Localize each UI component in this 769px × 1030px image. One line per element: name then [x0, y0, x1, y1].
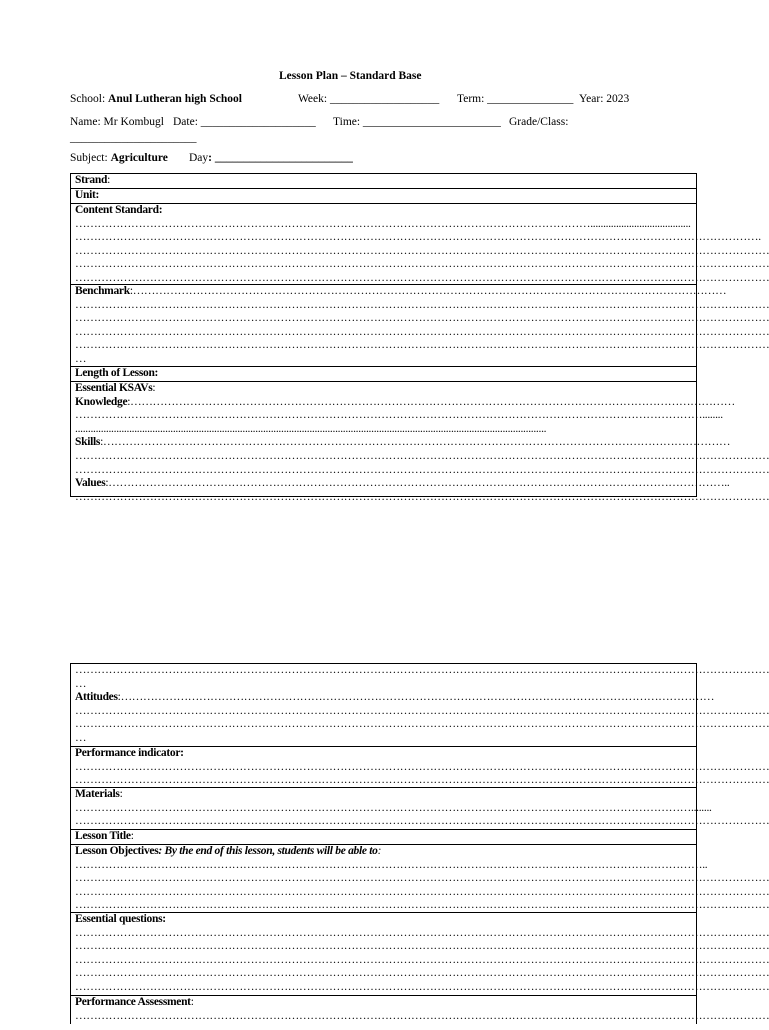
benchmark-dots: :…………………………………………………………………………………………………………………………………………… [129, 285, 727, 297]
essential-ksavs-row[interactable] [71, 382, 769, 503]
week-field[interactable]: Week: ___________________ [298, 93, 440, 105]
attitudes-row[interactable] [71, 664, 769, 747]
dotted-line: …………………………………………………………………………………………………………………………………………………………………… [75, 463, 769, 476]
dotted-line: …………………………………………………………………………………………………………………………………………………………………… [75, 872, 769, 885]
dotted-line: …………………………………………………………………………………………………………………………………………………………………… [75, 244, 769, 257]
subject-field [70, 151, 168, 165]
strand-colon: : [107, 174, 110, 186]
grade-class-field[interactable]: Grade/Class: [509, 116, 569, 128]
subject-label: Subject: [70, 152, 111, 164]
dotted-line: …………………………………………………………………………………………………………………………………………………………………… [75, 449, 769, 462]
lesson-objectives-text: : By the end of this lesson, students will be able to [158, 845, 378, 857]
performance-assessment-colon: : [190, 996, 194, 1008]
dotted-line: …………………………………………………………………………………………………………………………………………………………………… [75, 980, 769, 993]
dotted-line: …………………………………………………………………………………………………………………………………………………………………… [75, 490, 769, 503]
performance-assessment-label: Performance Assessment [75, 996, 191, 1008]
skills-dots: :…………………………………………………………………………………………………………………………………………………… [100, 436, 731, 449]
materials-label: Materials [75, 788, 120, 800]
school-label: School: [70, 93, 109, 105]
strand-row[interactable] [71, 174, 696, 189]
materials-row[interactable] [71, 788, 769, 830]
dotted-line: …………………………………………………………………………………………………………………………………………………………………… [75, 718, 769, 731]
dotted-line: …………………………………………………………………………………………………………………………………………………………………… [75, 312, 769, 325]
dotted-line: …………………………………………………………………………………………………………………………………………………………………… [75, 704, 769, 717]
grade-class-line[interactable]: ______________________ [70, 132, 197, 144]
dotted-line: …………………………………………………………………………………………………………………………………………………………………… [75, 760, 769, 773]
teacher-name-field: Name: Mr Kombugl [70, 116, 164, 128]
dotted-line: ……………………………………………………………………………………………………………………………………………………........ [75, 409, 723, 422]
dotted-line: …………………………………………………………………………………………………………………………………………………………………… [75, 940, 769, 953]
performance-assessment-row[interactable] [71, 996, 769, 1030]
materials-colon: : [119, 788, 123, 800]
unit-label: Unit: [75, 189, 100, 201]
dotted-line: …………………………………………………………………………………………………………………………………………………………………… [75, 926, 769, 939]
unit-row[interactable] [71, 189, 696, 204]
performance-indicator-row[interactable] [71, 747, 769, 788]
length-of-lesson-row[interactable] [71, 367, 696, 382]
dotted-line: ....................................................................................................................................................................................... [75, 422, 547, 435]
lesson-plan-table-top [70, 173, 769, 503]
dotted-line: …………………………………………………………………………………………………………………………………………………….. [75, 858, 708, 871]
values-dots: :………………………………………………………………………………………………………………………………………………….. [105, 477, 730, 490]
school-name: Anul Lutheran high School [108, 93, 242, 105]
dotted-line: …………………………………………………………………………………………………………………………....................................... [75, 217, 691, 230]
lesson-objectives-label: Lesson Objectives [75, 845, 159, 857]
values-label: Values [75, 477, 106, 490]
benchmark-row[interactable] [71, 285, 769, 367]
dotted-line: …………………………………………………………………………………………………………………………………………………………………… [75, 1009, 769, 1022]
time-field[interactable]: Time: ________________________ [333, 116, 501, 128]
year-field: Year: 2023 [579, 93, 630, 105]
day-line: : ________________________ [208, 152, 353, 164]
content-standard-row[interactable] [71, 204, 769, 285]
dotted-line: …………………………………………………………………………………………………………………………………………………………………… [75, 815, 769, 828]
school-field [70, 92, 242, 106]
skills-label: Skills [75, 436, 101, 449]
benchmark-label: Benchmark [75, 285, 130, 297]
dotted-line: …………………………………………………………………………………………………………………………………………………………………… [75, 325, 769, 338]
attitudes-label: Attitudes [75, 691, 118, 704]
knowledge-dots: :……………………………………………………………………………………………………………………………………………… [127, 395, 735, 408]
dotted-line: …………………………………………………………………………………………………………………………………………………………………. [75, 231, 761, 244]
lesson-plan-table-bottom [70, 663, 769, 1024]
dotted-line: …………………………………………………………………………………………………………………………………………………………………… [75, 664, 769, 676]
lesson-title-colon: : [130, 830, 134, 842]
dotted-line: …………………………………………………………………………………………………………………………………………………………………… [75, 899, 769, 912]
dotted-line: … [75, 731, 87, 744]
essential-questions-label: Essential questions: [75, 913, 166, 925]
dotted-line: …………………………………………………………………………………………………………………………………………………………………… [75, 885, 769, 898]
dotted-line: …………………………………………………………………………………………………………………………………………………………………… [75, 953, 769, 966]
strand-label: Strand [75, 174, 108, 186]
dotted-line: …………………………………………………………………………………………………………………………………………………........ [75, 801, 712, 814]
dotted-line: … [75, 677, 87, 690]
dotted-line: …………………………………………………………………………………………………………………………………………………………………… [75, 258, 769, 271]
length-of-lesson-label: Length of Lesson: [75, 367, 159, 379]
content-standard-label: Content Standard: [75, 204, 163, 216]
essential-ksavs-label: Essential KSAVs [75, 382, 153, 394]
day-field[interactable] [189, 151, 353, 165]
day-label: Day [189, 152, 209, 164]
lesson-title-label: Lesson Title [75, 830, 131, 842]
dotted-line: …………………………………………………………………………………………………………………………………………………………………… [75, 298, 769, 311]
page-title: Lesson Plan – Standard Base [279, 70, 422, 82]
lesson-objectives-row[interactable] [71, 845, 769, 913]
dotted-line: … [75, 352, 87, 365]
term-field[interactable]: Term: _______________ [457, 93, 574, 105]
attitudes-dots: :…………………………………………………………………………………………………………………………………………… [117, 691, 715, 704]
essential-ksavs-colon: : [152, 382, 156, 394]
dotted-line: …………………………………………………………………………………………………………………………………………………………………… [75, 339, 769, 352]
lesson-title-row[interactable] [71, 830, 696, 845]
dotted-line: …………………………………………………………………………………………………………………………………………………………………… [75, 774, 769, 787]
subject-name: Agriculture [110, 152, 168, 164]
dotted-line: …………………………………………………………………………………………………………………………………………………………………… [75, 967, 769, 980]
performance-indicator-label: Performance indicator: [75, 747, 184, 759]
lesson-objectives-colon: : [377, 845, 382, 857]
essential-questions-row[interactable] [71, 913, 769, 996]
date-field[interactable]: Date: ____________________ [173, 116, 316, 128]
dotted-line: …………………………………………………………………………………………………………………………………………………………………… [75, 271, 769, 284]
knowledge-label: Knowledge [75, 395, 128, 408]
